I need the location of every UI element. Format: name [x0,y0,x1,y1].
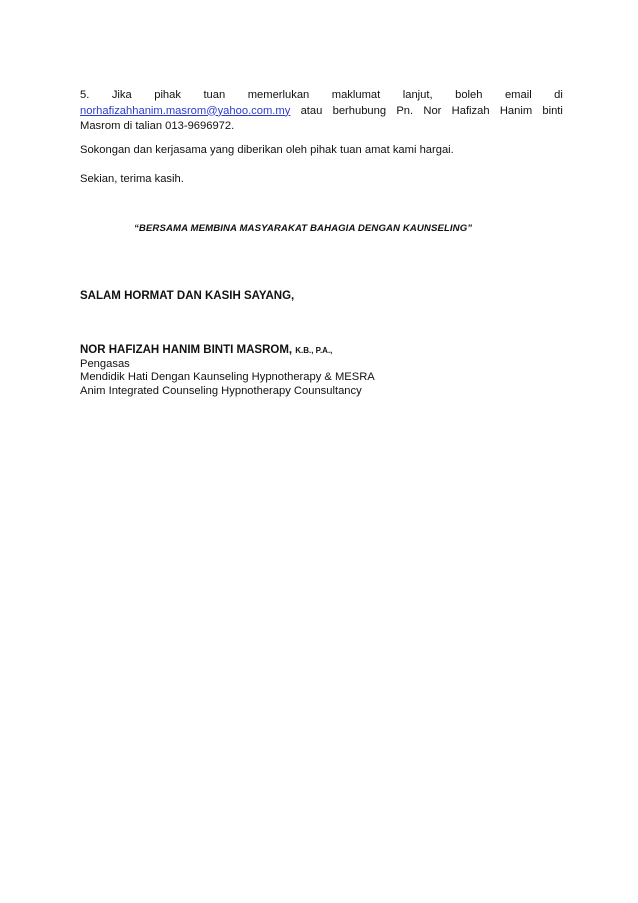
signatory-role: Pengasas [80,357,130,370]
para5-word: Nor [423,104,442,117]
paragraph-5-line-3: Masrom di talian 013-9696972. [80,120,235,132]
para5-word: Jika [111,89,132,101]
para5-word: lanjut, [402,89,433,101]
paragraph-5 [80,88,563,135]
para5-word: maklumat [331,89,381,101]
para5-word: atau [300,104,323,117]
signatory-org-1: Mendidik Hati Dengan Kaunseling Hypnotherapy & MESRA [80,371,375,384]
para5-word: di [554,89,563,101]
para5-word: email [504,89,532,101]
paragraph-5-line-2 [80,104,563,120]
para5-word: boleh [455,89,483,101]
para5-word: binti [542,104,563,117]
closing-salutation: SALAM HORMAT DAN KASIH SAYANG, [80,290,295,302]
email-link[interactable]: norhafizahhanim.masrom@yahoo.com.my [80,104,291,117]
signature-block [80,344,375,399]
sekian-text: Sekian, terima kasih. [80,173,184,185]
para5-word: Hafizah [451,104,490,117]
signatory-name: NOR HAFIZAH HANIM BINTI MASROM, [80,344,293,356]
signatory-postnominal: K.B., P.A., [295,346,333,355]
paragraph-5-line-1 [80,88,563,104]
motto-text: “BERSAMA MEMBINA MASYARAKAT BAHAGIA DENGAN KAUNSELING” [134,223,473,234]
para5-word: Hanim [499,104,533,117]
para5-word: tuan [203,89,226,101]
para5-word: memerlukan [247,89,310,101]
signatory-org-2: Anim Integrated Counseling Hypnotherapy Counsultancy [80,385,362,398]
para5-word: pihak [154,89,181,101]
para5-word: 5. [80,89,90,101]
signature-name-line [80,344,375,358]
sokongan-text: Sokongan dan kerjasama yang diberikan oleh pihak tuan amat kami hargai. [80,144,454,156]
para5-word: Pn. [396,104,414,117]
para5-word: berhubung [332,104,387,117]
